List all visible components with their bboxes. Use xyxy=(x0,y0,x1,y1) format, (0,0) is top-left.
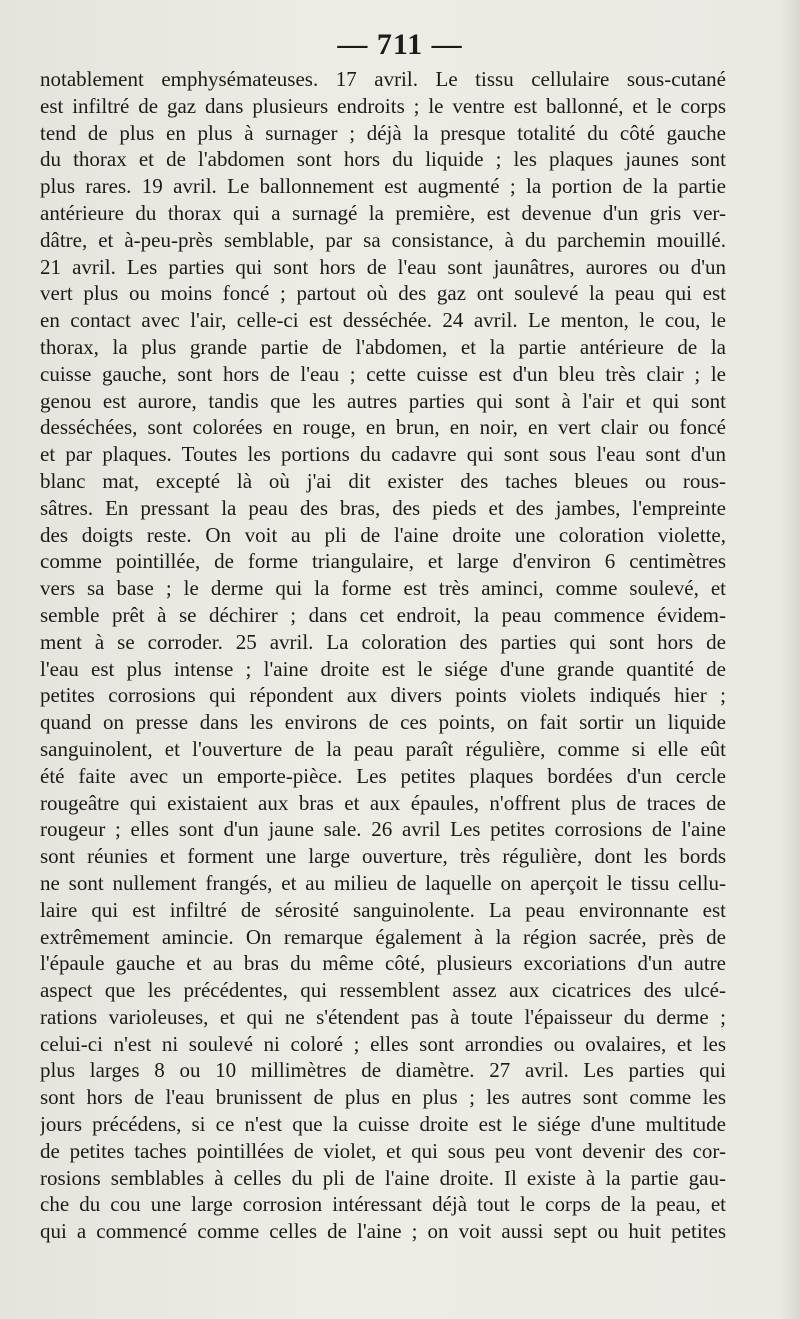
text-line: est infiltré de gaz dans plusieurs endroits ; le ventre est ballonné, et le corps xyxy=(40,93,726,118)
text-line: jours précédens, si ce n'est que la cuisse droite est le siége d'une multitude xyxy=(40,1112,726,1137)
text-line: che du cou une large corrosion intéressant déjà tout le corps de la peau, et xyxy=(40,1192,726,1217)
text-line: sanguinolent, et l'ouverture de la peau paraît régulière, comme si elle eût xyxy=(40,736,726,761)
text-line: tend de plus en plus à surnager ; déjà la presque totalité du côté gauche xyxy=(40,120,726,145)
text-line: antérieure du thorax qui a surnagé la première, est devenue d'un gris ver- xyxy=(40,200,726,225)
text-line: cuisse gauche, sont hors de l'eau ; cette cuisse est d'un bleu très clair ; le xyxy=(40,361,726,386)
text-line: extrêmement amincie. On remarque également à la région sacrée, près de xyxy=(40,924,726,949)
text-line: ment à se corroder. 25 avril. La coloration des parties qui sont hors de xyxy=(40,629,726,654)
text-line: des doigts reste. On voit au pli de l'aine droite une coloration violette, xyxy=(40,522,726,547)
page-number: — 711 — xyxy=(337,28,463,61)
text-line: l'eau est plus intense ; l'aine droite est le siége d'une grande quantité de xyxy=(40,656,726,681)
text-line: sont hors de l'eau brunissent de plus en plus ; les autres sont comme les xyxy=(40,1085,726,1110)
text-line: et par plaques. Toutes les portions du cadavre qui sont sous l'eau sont d'un xyxy=(40,442,726,467)
text-line: vert plus ou moins foncé ; partout où des gaz ont soulevé la peau qui est xyxy=(40,281,726,306)
text-line: plus rares. 19 avril. Le ballonnement est augmenté ; la portion de la partie xyxy=(40,174,726,199)
text-line: blanc mat, excepté là où j'ai dit exister des taches bleues ou rous- xyxy=(40,468,726,493)
text-line: sont réunies et forment une large ouverture, très régulière, dont les bords xyxy=(40,844,726,869)
text-line: notablement emphysémateuses. 17 avril. Le tissu cellulaire sous-cutané xyxy=(40,67,726,91)
text-line: petites corrosions qui répondent aux divers points violets indiqués hier ; xyxy=(40,683,726,708)
text-line: desséchées, sont colorées en rouge, en brun, en noir, en vert clair ou foncé xyxy=(40,415,726,440)
text-line: rosions semblables à celles du pli de l'aine droite. Il existe à la partie gau- xyxy=(40,1165,726,1190)
text-line: semble prêt à se déchirer ; dans cet endroit, la peau commence évidem- xyxy=(40,602,726,627)
text-line: laire qui est infiltré de sérosité sanguinolente. La peau environnante est xyxy=(40,897,726,922)
text-line: celui-ci n'est ni soulevé ni coloré ; elles sont arrondies ou ovalaires, et les xyxy=(40,1031,726,1056)
text-line: qui a commencé comme celles de l'aine ; on voit aussi sept ou huit petites xyxy=(40,1219,726,1244)
text-line: sâtres. En pressant la peau des bras, des pieds et des jambes, l'empreinte xyxy=(40,495,726,520)
text-line: en contact avec l'air, celle-ci est desséchée. 24 avril. Le menton, le cou, le xyxy=(40,308,726,333)
text-line: vers sa base ; le derme qui la forme est très aminci, comme soulevé, et xyxy=(40,576,726,601)
text-line: rougeâtre qui existaient aux bras et aux épaules, n'offrent plus de traces de xyxy=(40,790,726,815)
page-edge-shadow xyxy=(780,0,800,1319)
text-line: de petites taches pointillées de violet, et qui sous peu vont devenir des cor- xyxy=(40,1138,726,1163)
text-line: rations varioleuses, et qui ne s'étendent pas à toute l'épaisseur du derme ; xyxy=(40,1004,726,1029)
text-line: plus larges 8 ou 10 millimètres de diamètre. 27 avril. Les parties qui xyxy=(40,1058,726,1083)
text-line: quand on presse dans les environs de ces points, on fait sortir un liquide xyxy=(40,710,726,735)
text-line: aspect que les précédentes, qui ressemblent assez aux cicatrices des ulcé- xyxy=(40,978,726,1003)
text-line: dâtre, et à-peu-près semblable, par sa consistance, à du parchemin mouillé. xyxy=(40,227,726,252)
text-line: rougeur ; elles sont d'un jaune sale. 26 avril Les petites corrosions de l'aine xyxy=(40,817,726,842)
text-line: thorax, la plus grande partie de l'abdomen, et la partie antérieure de la xyxy=(40,334,726,359)
text-line: comme pointillée, de forme triangulaire, et large d'environ 6 centimètres xyxy=(40,549,726,574)
text-line: du thorax et de l'abdomen sont hors du liquide ; les plaques jaunes sont xyxy=(40,147,726,172)
text-line: l'épaule gauche et au bras du même côté, plusieurs excoriations d'un autre xyxy=(40,951,726,976)
text-line: 21 avril. Les parties qui sont hors de l'eau sont jaunâtres, aurores ou d'un xyxy=(40,254,726,279)
text-line: ne sont nullement frangés, et au milieu de laquelle on aperçoit le tissu cellu- xyxy=(40,870,726,895)
body-text xyxy=(40,66,726,1245)
text-line: été faite avec un emporte-pièce. Les petites plaques bordées d'un cercle xyxy=(40,763,726,788)
text-line: genou est aurore, tandis que les autres parties qui sont à l'air et qui sont xyxy=(40,388,726,413)
